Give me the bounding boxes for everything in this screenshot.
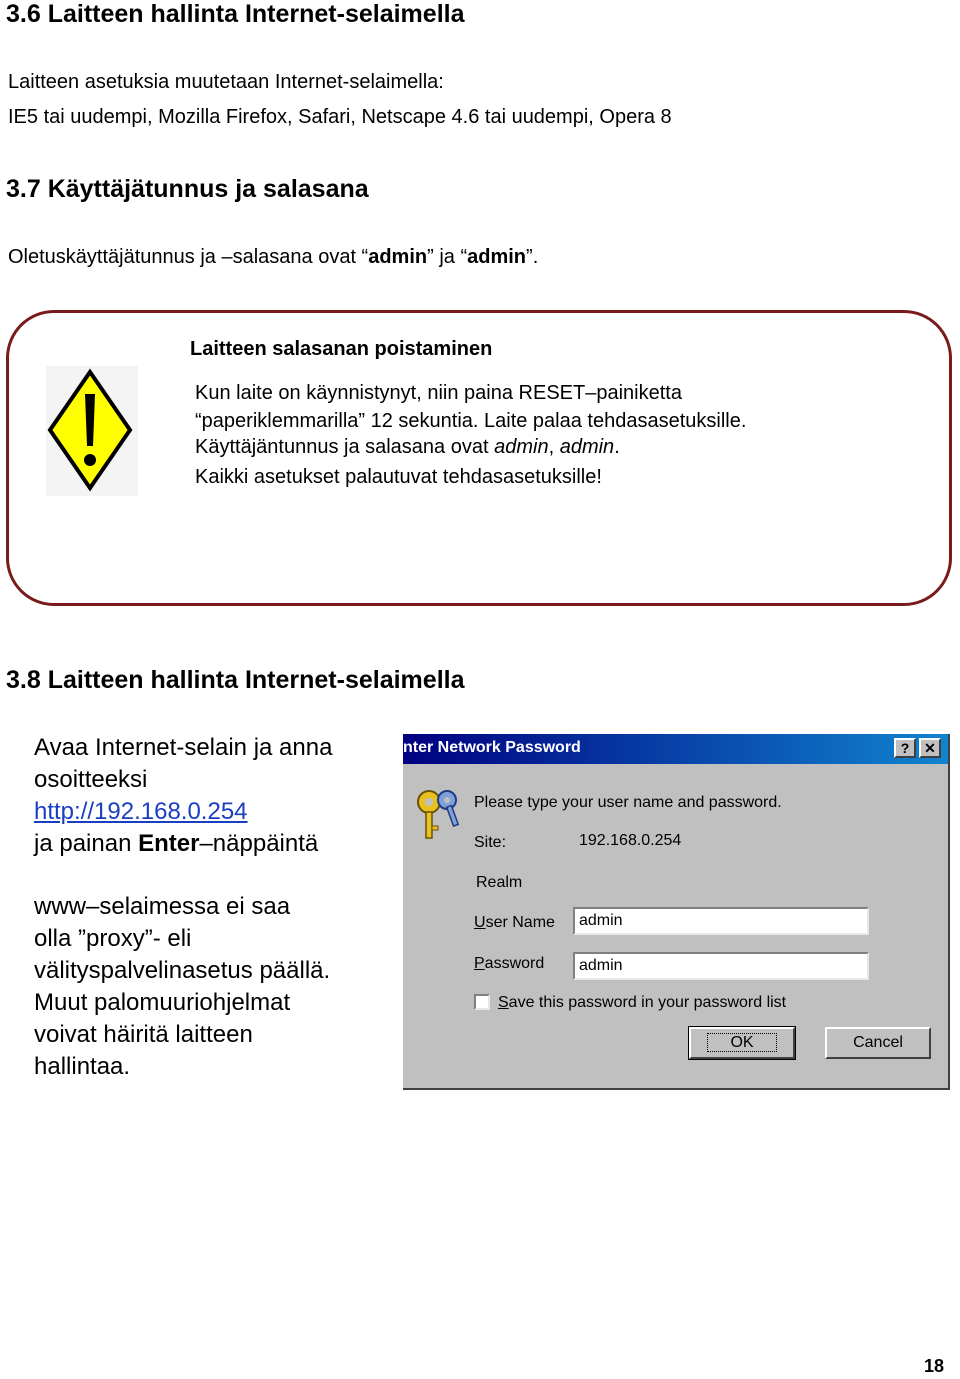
- intro-line: Laitteen asetuksia muutetaan Internet-selaimella:: [8, 71, 444, 93]
- warning-exclamation-icon: [46, 366, 138, 496]
- keys-icon: [415, 786, 461, 842]
- default-credentials-text: [8, 246, 538, 269]
- user-name-label-rest: ser Name: [485, 914, 555, 931]
- password-input[interactable]: admin: [573, 952, 869, 980]
- proxy-note-line-6: hallintaa.: [34, 1053, 131, 1080]
- help-button[interactable]: ?: [894, 738, 916, 758]
- enter-key: Enter: [138, 830, 200, 857]
- save-password-accel: S: [498, 994, 509, 1011]
- save-password-label: [498, 994, 786, 1012]
- default-password: admin: [467, 246, 527, 268]
- warning-line-2: “paperiklemmarilla” 12 sekuntia. Laite palaa tehdasasetuksille.: [195, 410, 747, 432]
- warning-sep: ,: [548, 436, 560, 458]
- save-password-rest: ave this password in your password list: [508, 994, 787, 1011]
- proxy-note-line-1: www–selaimessa ei saa: [34, 893, 291, 920]
- instruction-line-4-post: –näppäintä: [199, 830, 319, 857]
- save-password-checkbox[interactable]: [474, 994, 490, 1010]
- realm-label: Realm: [476, 874, 523, 891]
- close-button[interactable]: ✕: [919, 738, 941, 758]
- warning-title: Laitteen salasanan poistaminen: [190, 338, 493, 360]
- instruction-line-1: Avaa Internet-selain ja anna: [34, 734, 333, 761]
- warning-line-4: Kaikki asetukset palautuvat tehdasasetuksille!: [195, 466, 602, 488]
- device-url-link[interactable]: http://192.168.0.254: [34, 798, 248, 825]
- password-label-rest: assword: [484, 955, 545, 972]
- credentials-text-pre: Oletuskäyttäjätunnus ja –salasana ovat “: [8, 246, 369, 268]
- section-heading-3-8: 3.8 Laitteen hallinta Internet-selaimella: [6, 666, 465, 694]
- warning-pass: admin: [559, 436, 615, 458]
- section-heading-3-7: 3.7 Käyttäjätunnus ja salasana: [6, 175, 369, 203]
- credentials-text-mid: ” ja “: [427, 246, 468, 268]
- warning-user: admin: [494, 436, 549, 458]
- warning-end: .: [614, 436, 620, 458]
- proxy-note-line-2: olla ”proxy”- eli: [34, 925, 192, 952]
- password-label: [474, 955, 544, 973]
- page-number: 18: [923, 1356, 944, 1376]
- instruction-line-4: [34, 828, 318, 860]
- proxy-note-line-3: välityspalvelinasetus päällä.: [34, 957, 331, 984]
- default-user: admin: [368, 246, 428, 268]
- warning-line-3: [195, 436, 620, 459]
- user-name-input[interactable]: admin: [573, 907, 869, 935]
- warning-line-3-pre: Käyttäjäntunnus ja salasana ovat: [195, 436, 495, 458]
- site-value: 192.168.0.254: [579, 832, 682, 849]
- cancel-button[interactable]: Cancel: [825, 1027, 931, 1059]
- dialog-title: nter Network Password: [403, 739, 581, 756]
- dialog-prompt: Please type your user name and password.: [474, 794, 782, 811]
- dialog-titlebar: [403, 734, 948, 764]
- proxy-note-line-5: voivat häiritä laitteen: [34, 1021, 253, 1048]
- user-name-label: [474, 914, 555, 932]
- warning-line-1: Kun laite on käynnistynyt, niin paina RESET–painiketta: [195, 382, 682, 404]
- browser-list: IE5 tai uudempi, Mozilla Firefox, Safari, Netscape 4.6 tai uudempi, Opera 8: [8, 106, 672, 128]
- network-password-dialog: [403, 734, 950, 1090]
- ok-button[interactable]: [689, 1027, 795, 1059]
- ok-button-label: OK: [707, 1033, 776, 1052]
- instruction-line-4-pre: ja painan: [34, 830, 139, 857]
- credentials-text-post: ”.: [526, 246, 539, 268]
- instruction-line-2: osoitteeksi: [34, 766, 148, 793]
- site-label: Site:: [474, 834, 507, 851]
- section-heading-3-6: 3.6 Laitteen hallinta Internet-selaimella: [6, 0, 465, 28]
- user-name-label-accel: U: [474, 914, 486, 931]
- proxy-note-line-4: Muut palomuuriohjelmat: [34, 989, 291, 1016]
- password-label-accel: P: [474, 955, 485, 972]
